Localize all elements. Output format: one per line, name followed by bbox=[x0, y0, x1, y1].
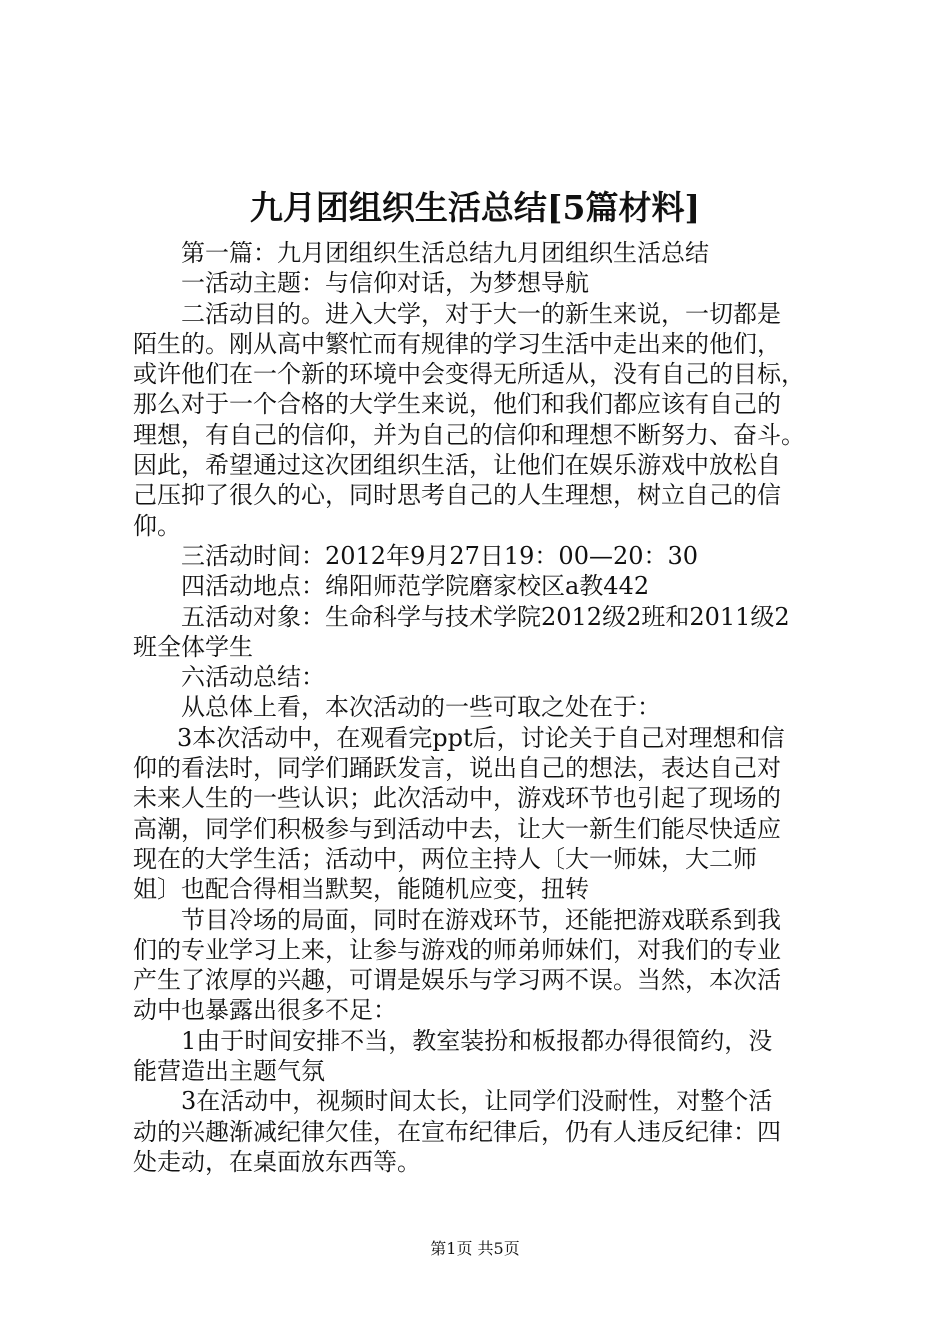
paragraph-line: 班全体学生 bbox=[133, 632, 253, 661]
paragraph-line: 能营造出主题气氛 bbox=[133, 1057, 325, 1086]
document-title: 九月团组织生活总结[5篇材料] bbox=[249, 188, 701, 227]
paragraph-line: 未来人生的一些认识；此次活动中，游戏环节也引起了现场的 bbox=[133, 784, 781, 813]
paragraph-line: 己压抑了很久的心，同时思考自己的人生理想，树立自己的信 bbox=[133, 481, 781, 510]
paragraph-line: 动中也暴露出很多不足： bbox=[133, 996, 397, 1025]
paragraph-line: 五活动对象：生命科学与技术学院2012级2班和2011级2 bbox=[181, 602, 790, 631]
paragraph-line: 仰。 bbox=[133, 511, 181, 540]
paragraph-line: 3在活动中，视频时间太长，让同学们没耐性，对整个活 bbox=[181, 1087, 773, 1116]
paragraph-line: 动的兴趣渐减纪律欠佳，在宣布纪律后，仍有人违反纪律：四 bbox=[133, 1117, 781, 1146]
paragraph-line: 从总体上看，本次活动的一些可取之处在于： bbox=[181, 693, 661, 722]
paragraph-line: 3本次活动中，在观看完ppt后，讨论关于自己对理想和信 bbox=[177, 723, 785, 752]
paragraph-line: 二活动目的。进入大学，对于大一的新生来说，一切都是 bbox=[181, 299, 781, 328]
paragraph-line: 处走动，在桌面放东西等。 bbox=[133, 1147, 421, 1176]
paragraph-line: 六活动总结： bbox=[181, 663, 325, 692]
paragraph-line: 节目冷场的局面，同时在游戏环节，还能把游戏联系到我 bbox=[181, 905, 781, 934]
paragraph-line: 理想，有自己的信仰，并为自己的信仰和理想不断努力、奋斗。 bbox=[133, 420, 805, 449]
paragraph-line: 姐〕也配合得相当默契，能随机应变，扭转 bbox=[133, 875, 589, 904]
page-footer: 第1页 共5页 bbox=[430, 1239, 520, 1258]
paragraph-line: 因此，希望通过这次团组织生活，让他们在娱乐游戏中放松自 bbox=[133, 451, 781, 480]
paragraph-line: 现在的大学生活；活动中，两位主持人〔大一师妹，大二师 bbox=[133, 844, 757, 873]
paragraph-line: 第一篇：九月团组织生活总结九月团组织生活总结 bbox=[181, 239, 709, 267]
paragraph-line: 仰的看法时，同学们踊跃发言，说出自己的想法，表达自己对 bbox=[133, 754, 781, 783]
paragraph-line: 们的专业学习上来，让参与游戏的师弟师妹们，对我们的专业 bbox=[133, 935, 781, 964]
paragraph-line: 四活动地点：绵阳师范学院磨家校区a教442 bbox=[181, 572, 650, 601]
paragraph-line: 一活动主题：与信仰对话，为梦想导航 bbox=[181, 269, 589, 298]
document-body bbox=[133, 238, 833, 1177]
paragraph-line: 高潮，同学们积极参与到活动中去，让大一新生们能尽快适应 bbox=[133, 814, 781, 843]
paragraph-line: 1由于时间安排不当，教室装扮和板报都办得很简约，没 bbox=[181, 1026, 773, 1055]
paragraph-line: 那么对于一个合格的大学生来说，他们和我们都应该有自己的 bbox=[133, 390, 781, 419]
paragraph-line: 产生了浓厚的兴趣，可谓是娱乐与学习两不误。当然，本次活 bbox=[133, 966, 781, 995]
paragraph-line: 三活动时间：2012年9月27日19：00—20：30 bbox=[181, 541, 699, 570]
paragraph-line: 陌生的。刚从高中繁忙而有规律的学习生活中走出来的他们， bbox=[133, 329, 781, 358]
paragraph-line: 或许他们在一个新的环境中会变得无所适从，没有自己的目标， bbox=[133, 360, 805, 389]
